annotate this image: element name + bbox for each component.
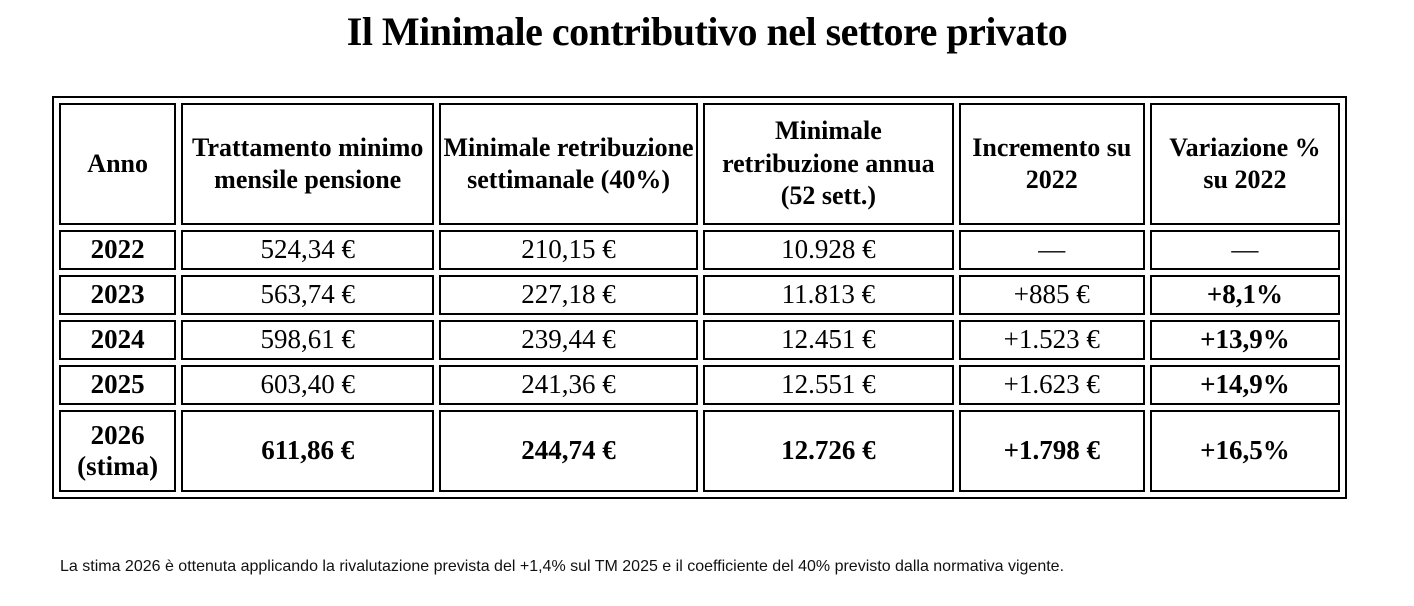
- table-row-2025: [59, 365, 1340, 405]
- table-row-2026-stima: [59, 410, 1340, 492]
- column-header-incremento: Incremento su 2022: [959, 103, 1145, 225]
- table-cell: +1.798 €: [959, 410, 1145, 492]
- table-cell: —: [959, 230, 1145, 270]
- year-cell: 2024: [59, 320, 176, 360]
- year-line2: (stima): [77, 451, 159, 481]
- table-cell: 241,36 €: [439, 365, 698, 405]
- table-cell: 598,61 €: [181, 320, 434, 360]
- column-header-anno: Anno: [59, 103, 176, 225]
- table-row-2022: [59, 230, 1340, 270]
- table-cell: 611,86 €: [181, 410, 434, 492]
- table-cell: 227,18 €: [439, 275, 698, 315]
- contribution-table: [52, 96, 1347, 499]
- column-header-annua: Minimale retribuzione annua (52 sett.): [703, 103, 954, 225]
- footnote-text: La stima 2026 è ottenuta applicando la rivalutazione prevista del +1,4% sul TM 2025 e il coefficiente del 40% previsto dalla normativa vigente.: [60, 558, 1065, 575]
- year-cell: 2025: [59, 365, 176, 405]
- table-cell: +1.523 €: [959, 320, 1145, 360]
- table-cell: +13,9%: [1150, 320, 1340, 360]
- table-cell: 524,34 €: [181, 230, 434, 270]
- table-cell: +885 €: [959, 275, 1145, 315]
- table-cell: 603,40 €: [181, 365, 434, 405]
- table-cell: 11.813 €: [703, 275, 954, 315]
- table-cell: 12.551 €: [703, 365, 954, 405]
- year-cell: 2023: [59, 275, 176, 315]
- year-cell: [59, 410, 176, 492]
- table-cell: —: [1150, 230, 1340, 270]
- column-header-trattamento: Trattamento minimo mensile pensione: [181, 103, 434, 225]
- table-header-row: [59, 103, 1340, 225]
- table-cell: 12.451 €: [703, 320, 954, 360]
- year-cell: 2022: [59, 230, 176, 270]
- table-cell: 239,44 €: [439, 320, 698, 360]
- table-cell: 563,74 €: [181, 275, 434, 315]
- table-cell: +14,9%: [1150, 365, 1340, 405]
- table-cell: 12.726 €: [703, 410, 954, 492]
- year-line1: 2026: [90, 419, 145, 450]
- page-title: Il Minimale contributivo nel settore privato: [346, 9, 1068, 54]
- table-row-2023: [59, 275, 1340, 315]
- table-cell: +1.623 €: [959, 365, 1145, 405]
- column-header-settimanale: Minimale retribuzione settimanale (40%): [439, 103, 698, 225]
- column-header-variazione: Variazione % su 2022: [1150, 103, 1340, 225]
- table-cell: 10.928 €: [703, 230, 954, 270]
- table-cell: 210,15 €: [439, 230, 698, 270]
- table-cell: +8,1%: [1150, 275, 1340, 315]
- table-cell: 244,74 €: [439, 410, 698, 492]
- table-cell: +16,5%: [1150, 410, 1340, 492]
- table-row-2024: [59, 320, 1340, 360]
